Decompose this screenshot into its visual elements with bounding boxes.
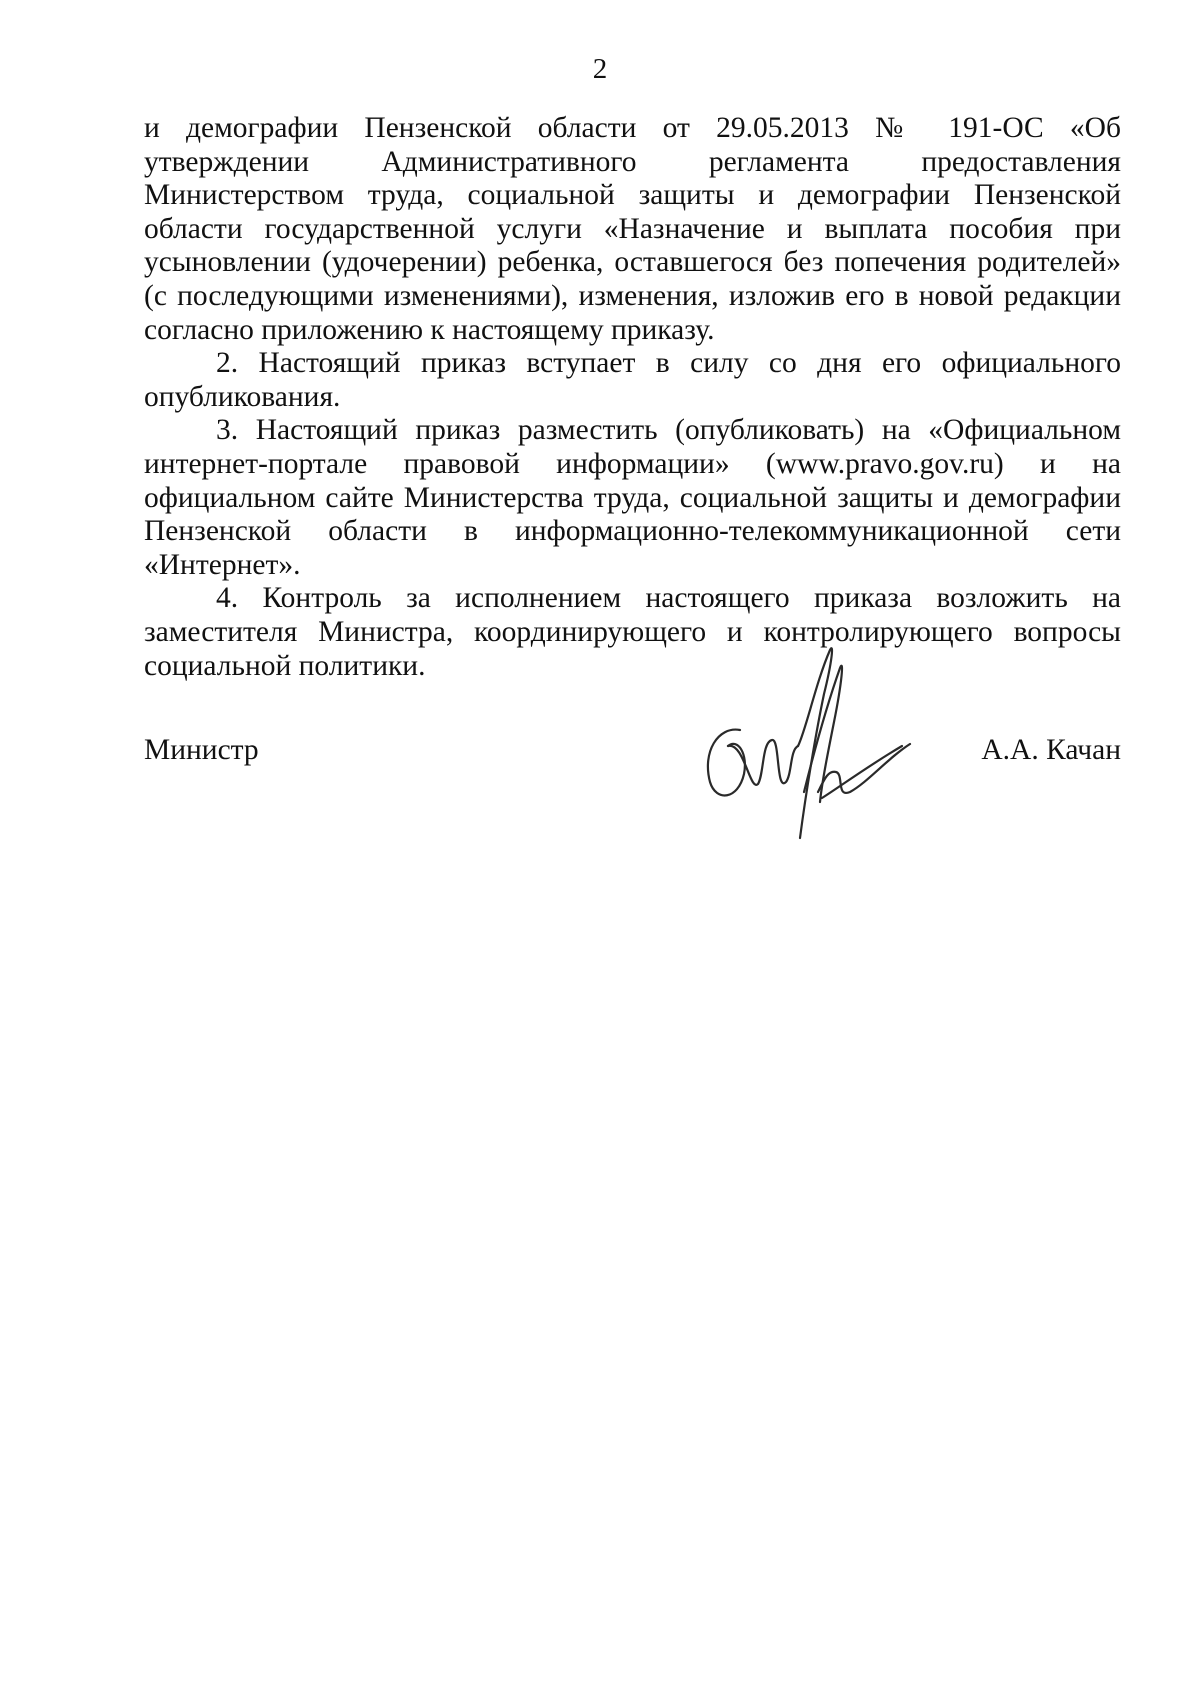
signature-row — [144, 733, 1121, 773]
document-body — [144, 112, 1121, 683]
paragraph-item-3: 3. Настоящий приказ разместить (опубликовать) на «Официальном интернет-портале правовой информации» (www.pravo.gov.ru) и на официальном сайте Министерства труда, социальной защиты и демографии Пензенской области в информационно-телекоммуникационной сети «Интернет». — [144, 414, 1121, 581]
signatory-title: Министр — [144, 734, 259, 766]
paragraph-item-4: 4. Контроль за исполнением настоящего приказа возложить на заместителя Министра, координирующего и контролирующего вопросы социальной политики. — [144, 582, 1121, 682]
paragraph-item-2: 2. Настоящий приказ вступает в силу со дня его официального опубликования. — [144, 347, 1121, 413]
page-number: 2 — [592, 53, 608, 85]
signatory-name: А.А. Качан — [981, 734, 1121, 766]
handwritten-signature — [688, 642, 918, 862]
signature-stroke-tall — [798, 648, 832, 838]
signature-stroke-tail — [818, 744, 910, 793]
paragraph-continuation: и демографии Пензенской области от 29.05.2013 № 191-ОС «Об утверждении Административного регламента предоставления Министерством труда, социальной защиты и демографии Пензенской области государственной услуги «Назначение и выплата пособия при усыновлении (удочерении) ребенка, оставшегося без попечения родителей» (с последующими изменениями), изменения, изложив его в новой редакции согласно приложению к настоящему приказу. — [144, 112, 1121, 346]
signature-stroke-loop — [708, 730, 745, 796]
